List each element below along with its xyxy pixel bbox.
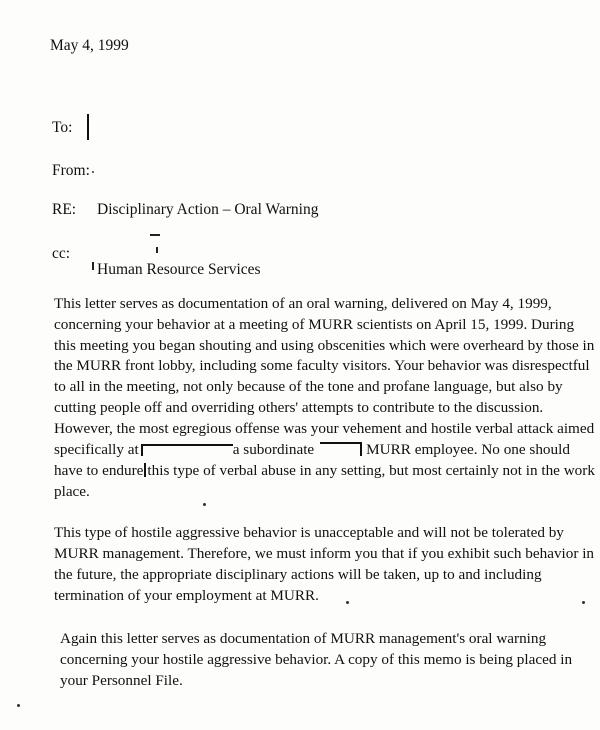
scan-speck	[582, 601, 585, 604]
paragraph-line: However, the most egregious offense was your vehement and hostile verbal attack aimed	[54, 420, 595, 437]
re-label: RE:	[52, 201, 77, 218]
paragraph-line: to all in the meeting, not only because of the tone and profane language, but also by	[54, 378, 563, 395]
paragraph-line: MURR management. Therefore, we must inform you that if you exhibit such behavior in	[54, 545, 595, 562]
paragraph-line: Again this letter serves as documentation of MURR management's oral warning	[60, 630, 547, 647]
from-label: From:	[52, 162, 90, 179]
cc-label: cc:	[52, 245, 71, 262]
line-segment: this type of verbal abuse in any setting, but most certainly not in the work	[147, 462, 595, 479]
redaction-mark	[92, 262, 94, 270]
redaction-mark	[156, 247, 158, 253]
paragraph-line: the MURR front lobby, including some faculty visitors. Your behavior was disrespectful	[54, 357, 590, 374]
paragraph-line: this meeting you began shouting and using obscenities which were overheard by those in	[54, 337, 595, 354]
line-segment: a subordinate	[232, 441, 315, 458]
scan-speck	[17, 704, 20, 707]
paragraph-line: cutting people off and overriding others' attempts to contribute to the discussion.	[54, 399, 544, 416]
paragraph-line: This type of hostile aggressive behavior is unacceptable and will not be tolerated by	[54, 524, 564, 541]
paragraph-line: concerning your hostile aggressive behavior. A copy of this memo is being placed in	[60, 651, 573, 668]
scan-speck	[346, 601, 349, 604]
letter-date: May 4, 1999	[50, 37, 129, 54]
paragraph-line: concerning your behavior at a meeting of MURR scientists on April 15, 1999. During	[54, 316, 575, 333]
paragraph-line: place.	[54, 483, 90, 500]
paragraph-line: your Personnel File.	[60, 672, 183, 689]
redaction-bracket	[87, 114, 89, 140]
line-segment: have to endure	[54, 462, 144, 479]
re-subject: Disciplinary Action – Oral Warning	[97, 201, 319, 218]
paragraph-line: the future, the appropriate disciplinary actions will be taken, up to and including	[54, 566, 542, 583]
to-label: To:	[52, 119, 73, 136]
paragraph-line: This letter serves as documentation of an oral warning, delivered on May 4, 1999,	[54, 295, 552, 312]
cc-recipient: Human Resource Services	[97, 261, 261, 278]
redaction-mark	[320, 442, 362, 456]
paragraph-line: termination of your employment at MURR.	[54, 587, 319, 604]
scan-speck	[92, 171, 94, 173]
line-segment: MURR employee. No one should	[366, 441, 570, 458]
redaction-mark	[150, 234, 160, 236]
paragraph-line	[54, 462, 595, 480]
line-segment: specifically at	[54, 441, 139, 458]
redaction-mark	[141, 444, 233, 456]
scan-speck	[203, 503, 206, 506]
paragraph-line	[54, 441, 570, 459]
